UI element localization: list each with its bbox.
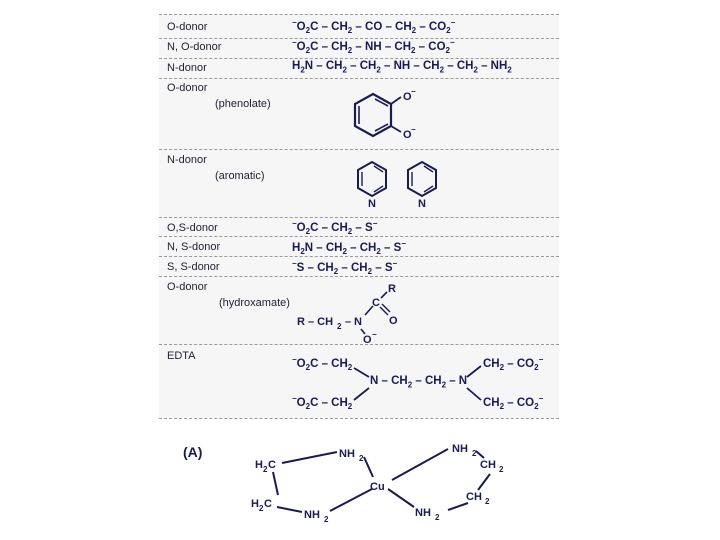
edta-arm: $CH_2 - CO_2^-$ [483, 355, 544, 373]
table-rule [159, 58, 559, 59]
table-rule [159, 276, 559, 277]
donor-label: O,S-donor [167, 222, 218, 234]
methylene-label: H [255, 459, 263, 471]
donor-label: N, O-donor [167, 41, 222, 53]
table-rule [159, 256, 559, 257]
table-rule [159, 418, 559, 419]
pyridine-structures [354, 154, 464, 214]
phenolate-oxygen: O [403, 91, 412, 103]
svg-text:−: − [411, 87, 416, 96]
edta-backbone: N – $CH_2 - CH_2$ – N [370, 375, 468, 390]
formula-ethanedithiolate: $^-S - CH_2 - CH_2 - S^-$ [292, 259, 398, 277]
svg-text:C: C [264, 498, 272, 510]
svg-text:2: 2 [359, 454, 364, 463]
svg-text:2: 2 [263, 465, 268, 474]
svg-text:O: O [363, 334, 372, 346]
svg-text:2: 2 [485, 497, 490, 506]
edta-bonds [159, 344, 559, 414]
donor-label: O-donor [167, 82, 208, 94]
table-rule [159, 236, 559, 237]
table-rule [159, 78, 559, 79]
ligand-table [159, 14, 559, 418]
donor-label: O-donor [167, 21, 208, 33]
svg-text:2: 2 [259, 504, 264, 513]
svg-text:2: 2 [435, 513, 440, 522]
svg-text:N: N [354, 316, 362, 328]
methylene-label: CH [466, 491, 482, 503]
svg-text:–: – [345, 316, 352, 328]
donor-label: N, S-donor [167, 241, 221, 253]
pyridine-nitrogen: N [418, 198, 426, 210]
methylene-label: CH [480, 459, 496, 471]
methylene-label: H [251, 498, 259, 510]
svg-text:−: − [372, 330, 377, 339]
donor-label: O-donor [167, 281, 208, 293]
table-rule [159, 14, 559, 15]
amine-label: NH [304, 509, 320, 521]
svg-text:2: 2 [337, 322, 342, 331]
donor-label: N-donor [167, 62, 207, 74]
edta-arm: $CH_2 - CO_2^-$ [483, 394, 544, 412]
formula-cysteamine: $H_2N - CH_2 - CH_2 - S^-$ [292, 239, 406, 257]
svg-text:2: 2 [324, 515, 329, 524]
svg-text:R: R [388, 283, 396, 295]
amine-label: NH [339, 448, 355, 460]
amine-label: NH [415, 507, 431, 519]
svg-text:R – CH: R – CH [297, 316, 334, 328]
svg-text:C: C [372, 297, 380, 309]
hydroxamate-structure [293, 280, 433, 344]
donor-label: N-donor [167, 154, 207, 166]
formula-oxydiacetate: $^-O_2C - CH_2$ – CO – $CH_2 - CO_2^-$ [292, 18, 456, 36]
copper-complex [240, 435, 540, 535]
formula-diethylenetriamine: $H_2N - CH_2 - CH_2$ – NH – $CH_2 - CH_2 - NH_2$ [292, 60, 512, 75]
svg-text:C: C [268, 459, 276, 471]
donor-label: S, S-donor [167, 261, 220, 273]
amine-label: NH [452, 443, 468, 455]
donor-note: (aromatic) [215, 170, 265, 182]
formula-mercaptoacetate: $^-O_2C - CH_2 - S^-$ [292, 219, 378, 237]
donor-label: EDTA [167, 350, 196, 362]
donor-note: (hydroxamate) [219, 297, 290, 309]
pyridine-nitrogen: N [368, 198, 376, 210]
phenolate-structure [349, 84, 459, 152]
svg-text:2: 2 [499, 465, 504, 474]
table-rule [159, 217, 559, 218]
metal-center: Cu [370, 481, 385, 493]
donor-note: (phenolate) [215, 98, 271, 110]
formula-iminodiacetate: $^-O_2C - CH_2$ – NH – $CH_2 - CO_2^-$ [292, 38, 455, 56]
svg-text:2: 2 [472, 449, 477, 458]
edta-arm: $^-O_2C - CH_2$ [292, 394, 353, 412]
phenolate-oxygen: O [403, 129, 412, 141]
edta-arm: $^-O_2C - CH_2$ [292, 355, 353, 373]
svg-text:−: − [411, 125, 416, 134]
svg-text:O: O [389, 315, 398, 327]
panel-label: (A) [183, 444, 203, 460]
